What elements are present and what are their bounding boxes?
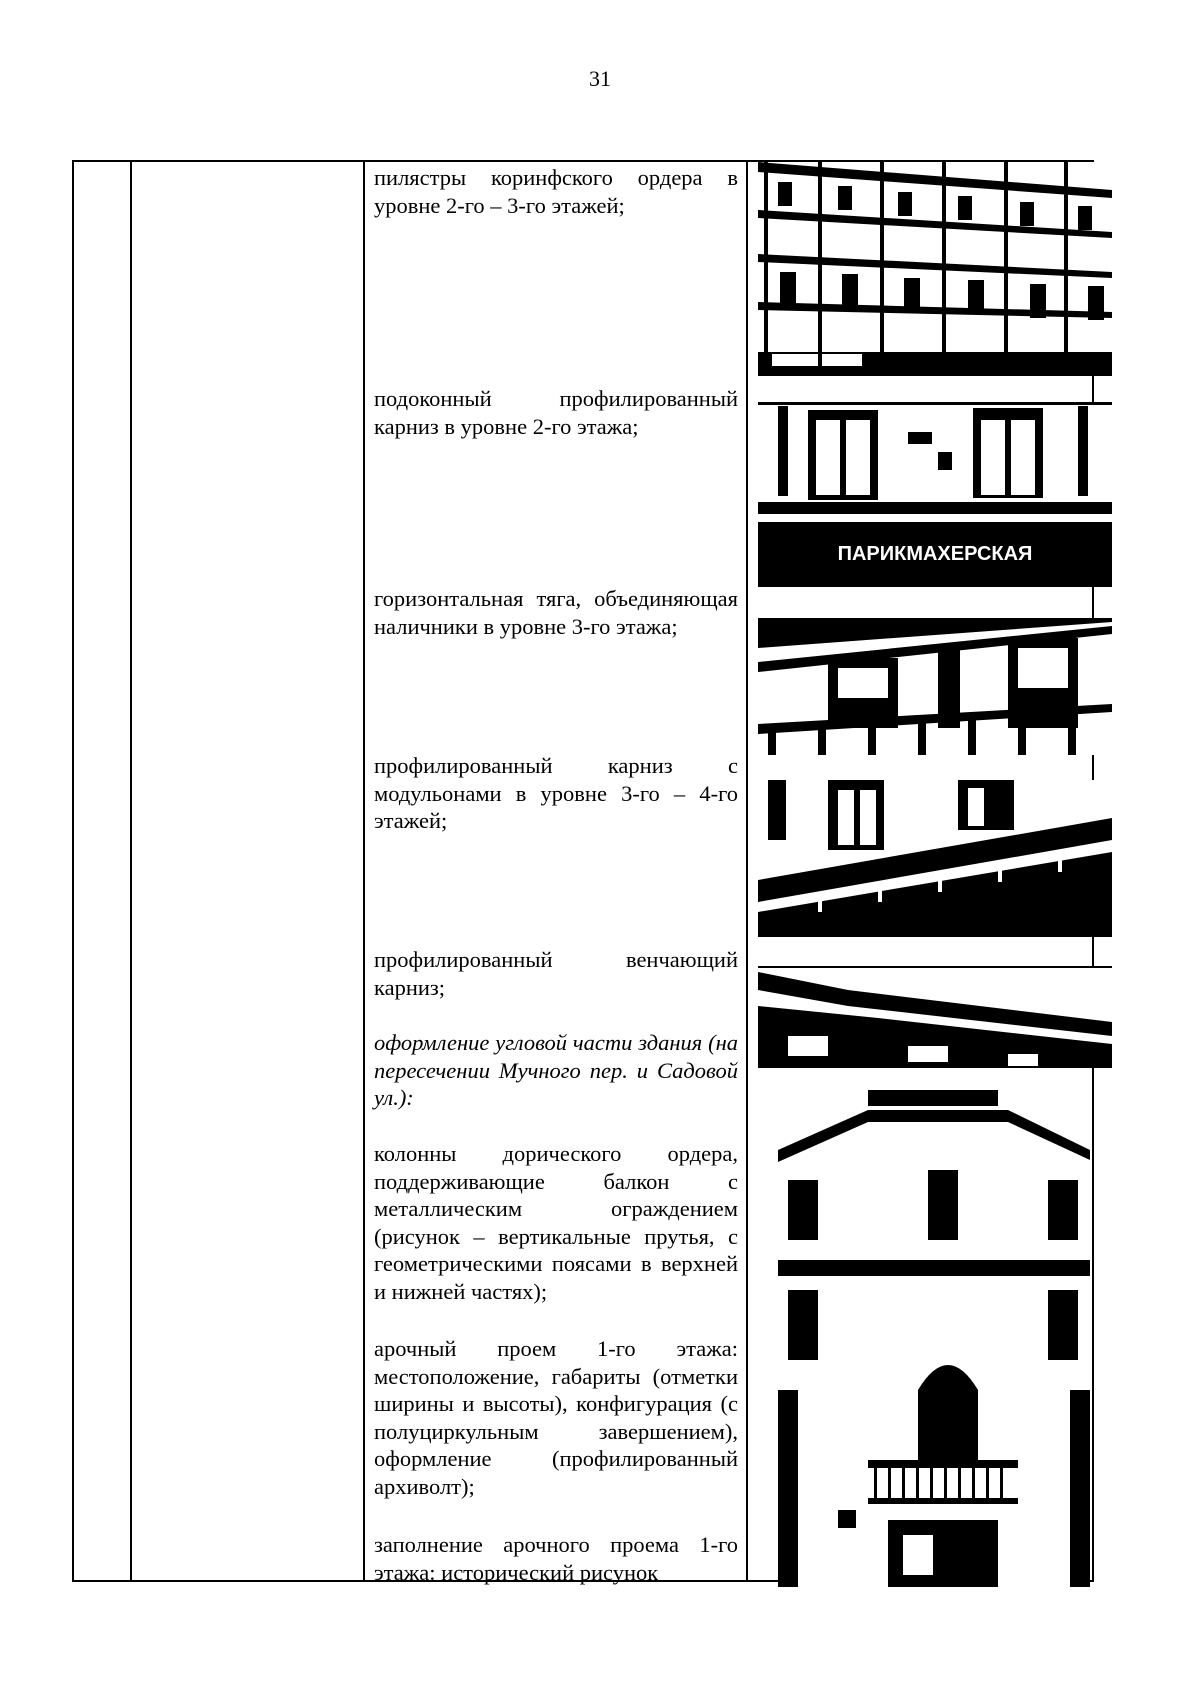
- item-modillion-cornice: профилированный карниз с модульонами в уровне 3-го – 4-го этажей;: [374, 753, 738, 833]
- photo-facade-pilasters: [758, 162, 1112, 376]
- item-window-cornice: подоконный профилированный карниз в уровне 2-го этажа;: [374, 386, 738, 439]
- photo-horizontal-band: [758, 618, 1112, 755]
- photo-building-corner: [778, 1090, 1090, 1587]
- shop-sign-text: ПАРИКМАХЕРСКАЯ: [837, 543, 1033, 565]
- photo-modillion-cornice: [758, 780, 1112, 937]
- item-arch-infill: заполнение арочного проема 1-го этажа: исторический рисунок: [374, 1532, 738, 1585]
- item-horizontal-band: горизонтальная тяга, объединяющая наличники в уровне 3-го этажа;: [374, 586, 738, 639]
- item-pilasters: пилястры коринфского ордера в уровне 2-го – 3-го этажей;: [374, 165, 738, 218]
- page-number: 31: [589, 66, 611, 91]
- photo-crowning-cornice: [758, 966, 1112, 1068]
- column-divider-1: [130, 160, 132, 1582]
- item-crowning-cornice: профилированный венчающий карниз;: [374, 947, 738, 1000]
- column-divider-3: [746, 160, 748, 1582]
- table-left-border: [72, 160, 74, 1582]
- photo-window-cornice: [758, 402, 1112, 587]
- item-doric-columns: колонны дорического ордера, поддерживающие балкон с металлическим ограждением (рисунок – вертикальные прутья, с геометрическими поясами в верхней и нижней частях);: [374, 1141, 738, 1304]
- item-arched-opening: арочный проем 1-го этажа: местоположение, габариты (отметки ширины и высоты), конфигурация (с полуциркульным завершением), оформление (профилированный архиволт);: [374, 1336, 738, 1499]
- item-corner-heading: оформление угловой части здания (на пересечении Мучного пер. и Садовой ул.):: [374, 1030, 738, 1110]
- column-divider-2: [363, 160, 365, 1582]
